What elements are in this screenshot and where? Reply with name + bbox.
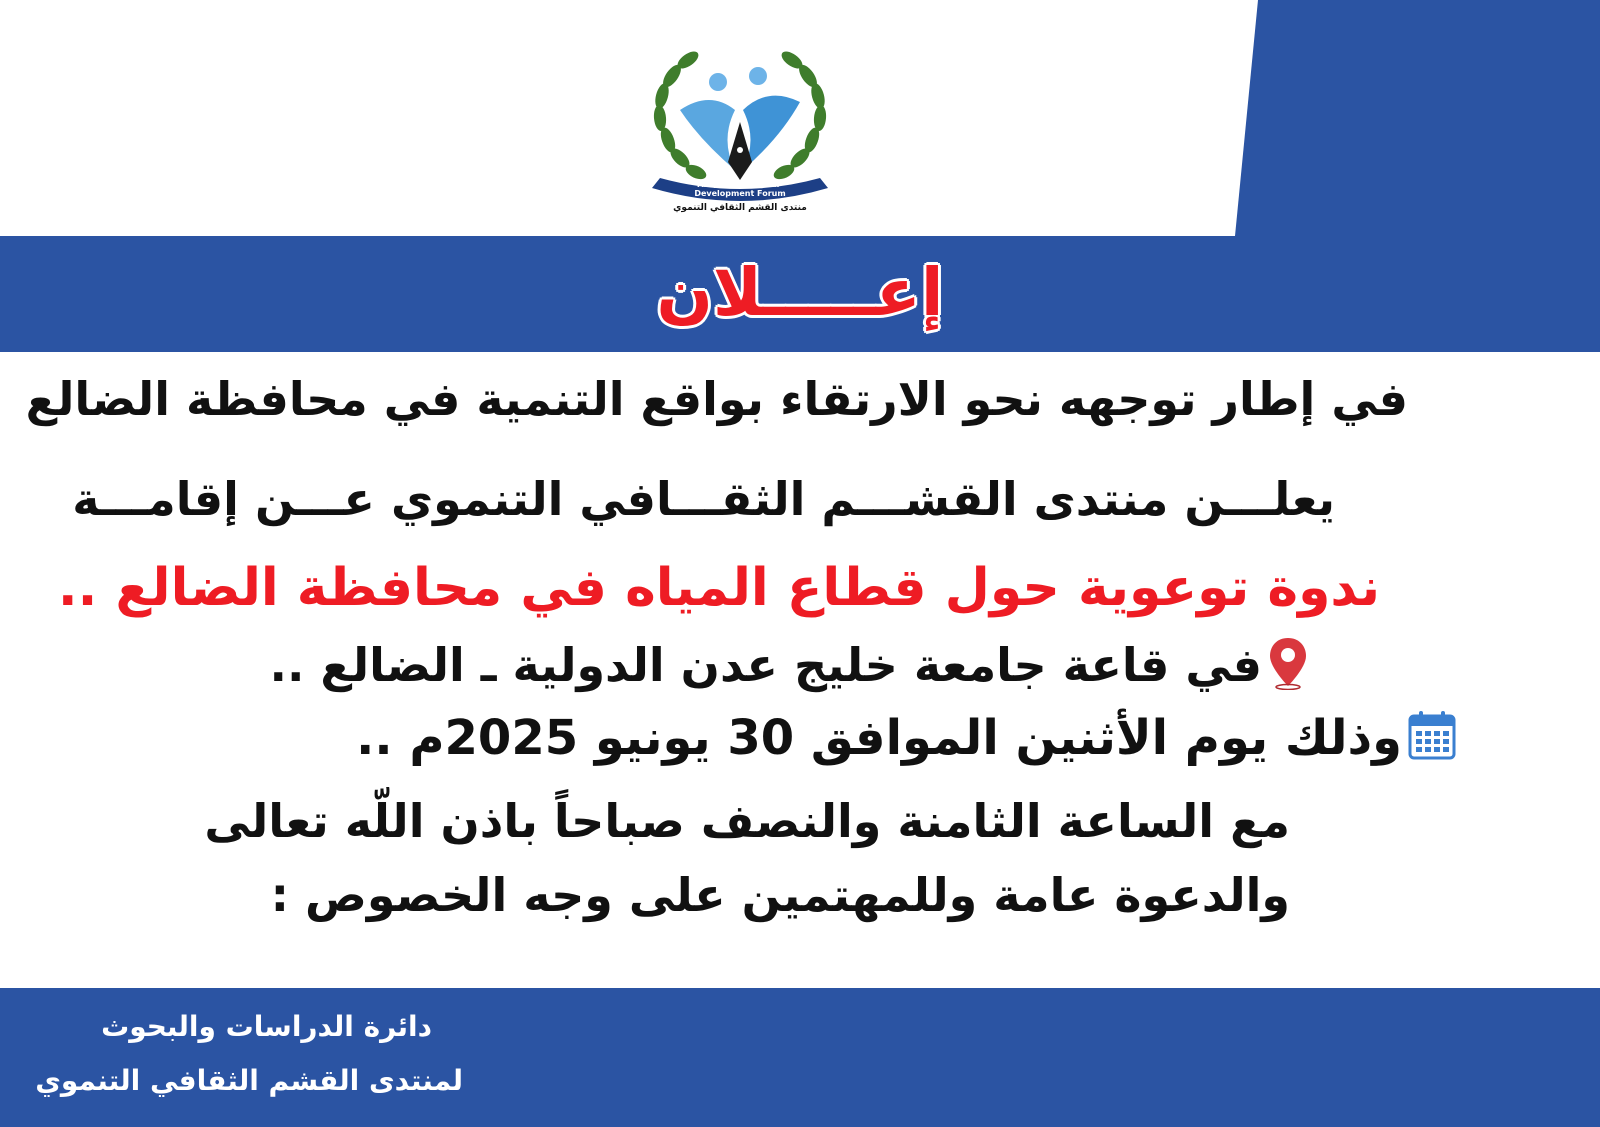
body-line-6: مع الساعة الثامنة والنصف صباحاً باذن اللّه تعالى: [204, 794, 1290, 848]
footer-department: دائرة الدراسات والبحوث: [101, 1010, 432, 1043]
forum-logo: [640, 30, 840, 220]
body-line-4: [269, 636, 1308, 701]
venue-text: في قاعة جامعة خليج عدن الدولية ـ الضالع ..: [269, 638, 1262, 692]
date-text: وذلك يوم الأثنين الموافق 30 يونيو 2025م ..: [356, 710, 1402, 766]
body-line-7: والدعوة عامة وللمهتمين على وجه الخصوص :: [270, 868, 1290, 922]
announcement-title: إعـــــلان: [656, 254, 944, 331]
footer-forum-name: لمنتدى القشم الثقافي التنموي: [35, 1064, 463, 1097]
location-pin-icon: [1268, 636, 1308, 701]
body-line-5: [356, 710, 1456, 772]
logo-name-en-line2: Development Forum: [694, 189, 786, 198]
logo-name-ar: منتدى القشم الثقافي التنموي: [673, 203, 807, 213]
footer-band: [0, 988, 1600, 1127]
body-line-2: يعلـــن منتدى القشـــم الثقـــافي التنموي عـــن إقامـــة: [72, 472, 1335, 526]
logo-name-en-line1: Al-Qashm Cultural-: [697, 180, 783, 189]
event-title: ندوة توعوية حول قطاع المياه في محافظة الضالع: [115, 558, 1380, 618]
event-title-suffix: ..: [57, 558, 116, 618]
body-line-3: [58, 558, 1380, 618]
body-line-1: في إطار توجهه نحو الارتقاء بواقع التنمية في محافظة الضالع: [25, 372, 1408, 426]
calendar-icon: [1408, 710, 1456, 772]
